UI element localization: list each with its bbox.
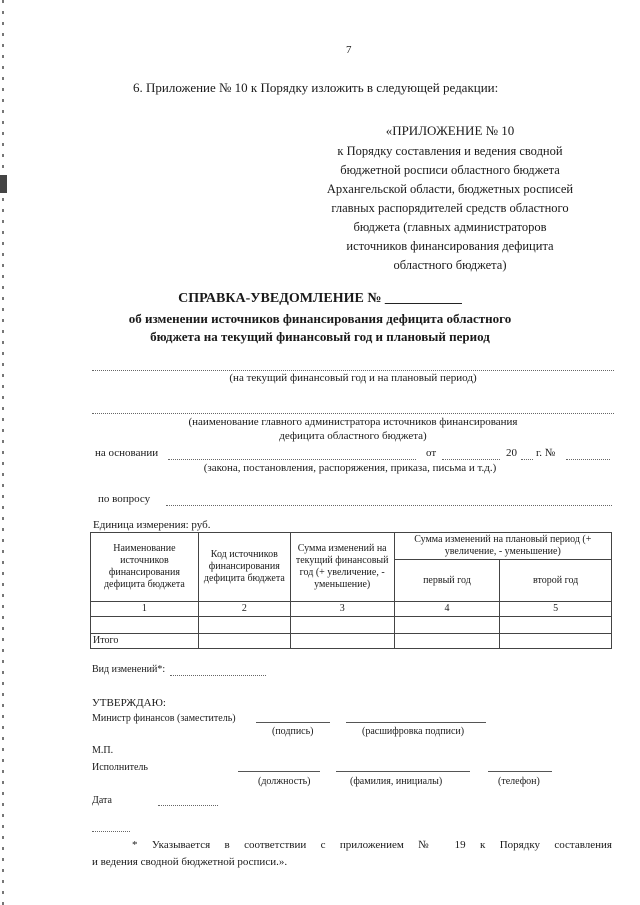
appendix-line: главных распорядителей средств областного xyxy=(331,201,569,215)
basis-caption: (закона, постановления, распоряжения, приказа, письма и т.д.) xyxy=(203,462,497,474)
appendix-title: «ПРИЛОЖЕНИЕ № 10 xyxy=(385,123,515,138)
position-caption: (должность) xyxy=(258,776,311,787)
total-cell[interactable] xyxy=(394,634,500,649)
phone-caption: (телефон) xyxy=(498,776,540,787)
phone-line[interactable] xyxy=(488,771,552,772)
admin-line[interactable] xyxy=(92,413,614,414)
unit-label: Единица измерения: руб. xyxy=(93,519,211,531)
signature-caption: (подпись) xyxy=(272,726,314,737)
column-number: 1 xyxy=(91,602,199,617)
header-first-year: первый год xyxy=(394,560,500,602)
footnote-line-1: * Указывается в соответствии с приложением № 19 к Порядку составления xyxy=(132,839,612,851)
doc-subtitle-2: бюджета на текущий финансовый год и плановый период xyxy=(150,329,490,344)
appendix-block xyxy=(290,142,610,275)
appendix-line: источников финансирования дефицита xyxy=(346,239,554,253)
name-line[interactable] xyxy=(336,771,470,772)
header-planned-period: Сумма изменений на плановый период (+ увеличение, - уменьшение) xyxy=(394,533,611,560)
year-label: 20 xyxy=(506,447,517,459)
name-caption: (фамилия, инициалы) xyxy=(350,776,443,787)
stamp-label: М.П. xyxy=(92,745,114,756)
data-cell[interactable] xyxy=(198,617,290,634)
approve-label: УТВЕРЖДАЮ: xyxy=(92,697,166,709)
header-name: Наименование источников финансирования дефицита бюджета xyxy=(91,533,199,602)
header-code: Код источников финансирования дефицита бюджета xyxy=(198,533,290,602)
executor-label: Исполнитель xyxy=(92,762,148,773)
period-line[interactable] xyxy=(92,370,614,371)
scan-edge-mark xyxy=(0,175,7,193)
basis-field[interactable] xyxy=(168,459,416,460)
appendix-line: областного бюджета) xyxy=(393,258,507,272)
total-cell[interactable] xyxy=(198,634,290,649)
data-cell[interactable] xyxy=(394,617,500,634)
position-line[interactable] xyxy=(238,771,320,772)
signature-decode-line[interactable] xyxy=(346,722,486,723)
intro-paragraph: 6. Приложение № 10 к Порядку изложить в следующей редакции: xyxy=(133,80,499,95)
column-number: 3 xyxy=(290,602,394,617)
appendix-line: Архангельской области, бюджетных росписей xyxy=(326,182,574,196)
date-signed-field[interactable] xyxy=(158,805,218,806)
header-second-year: второй год xyxy=(500,560,612,602)
data-cell[interactable] xyxy=(500,617,612,634)
doc-subtitle-1: об изменении источников финансирования дефицита областного xyxy=(128,311,512,326)
doc-title: СПРАВКА-УВЕДОМЛЕНИЕ № ___________ xyxy=(178,291,462,306)
header-current-year: Сумма изменений на текущий финансовый год (+ увеличение, - уменьшение) xyxy=(290,533,394,602)
number-label: г. № xyxy=(536,447,556,459)
change-type-label: Вид изменений*: xyxy=(92,664,166,675)
period-caption: (на текущий финансовый год и на плановый период) xyxy=(229,372,477,384)
column-number: 5 xyxy=(500,602,612,617)
from-label: от xyxy=(426,447,437,459)
signature-decode-caption: (расшифровка подписи) xyxy=(362,726,465,737)
change-type-field[interactable] xyxy=(170,675,266,676)
admin-caption-2: дефицита областного бюджета) xyxy=(279,430,427,442)
date-label: Дата xyxy=(92,795,112,806)
changes-table xyxy=(90,532,612,649)
appendix-line: бюджетной росписи областного бюджета xyxy=(340,163,560,177)
number-field[interactable] xyxy=(566,459,610,460)
date-field[interactable] xyxy=(442,459,500,460)
scan-edge-marks xyxy=(2,0,4,905)
appendix-line: к Порядку составления и ведения сводной xyxy=(337,144,563,158)
year-field[interactable] xyxy=(521,459,533,460)
question-field[interactable] xyxy=(166,505,612,506)
question-label: по вопросу xyxy=(98,493,151,505)
total-cell[interactable] xyxy=(290,634,394,649)
basis-label: на основании xyxy=(95,447,159,459)
column-number: 2 xyxy=(198,602,290,617)
signature-line[interactable] xyxy=(256,722,330,723)
total-cell[interactable] xyxy=(500,634,612,649)
data-cell[interactable] xyxy=(290,617,394,634)
footnote-separator xyxy=(92,831,130,832)
admin-caption-1: (наименование главного администратора источников финансирования xyxy=(188,416,518,428)
total-label: Итого xyxy=(91,634,199,649)
column-number: 4 xyxy=(394,602,500,617)
appendix-line: бюджета (главных администраторов xyxy=(353,220,547,234)
minister-label: Министр финансов (заместитель) xyxy=(92,713,236,724)
page-number: 7 xyxy=(346,44,352,56)
data-cell[interactable] xyxy=(91,617,199,634)
footnote-line-2: и ведения сводной бюджетной росписи.». xyxy=(92,856,288,868)
